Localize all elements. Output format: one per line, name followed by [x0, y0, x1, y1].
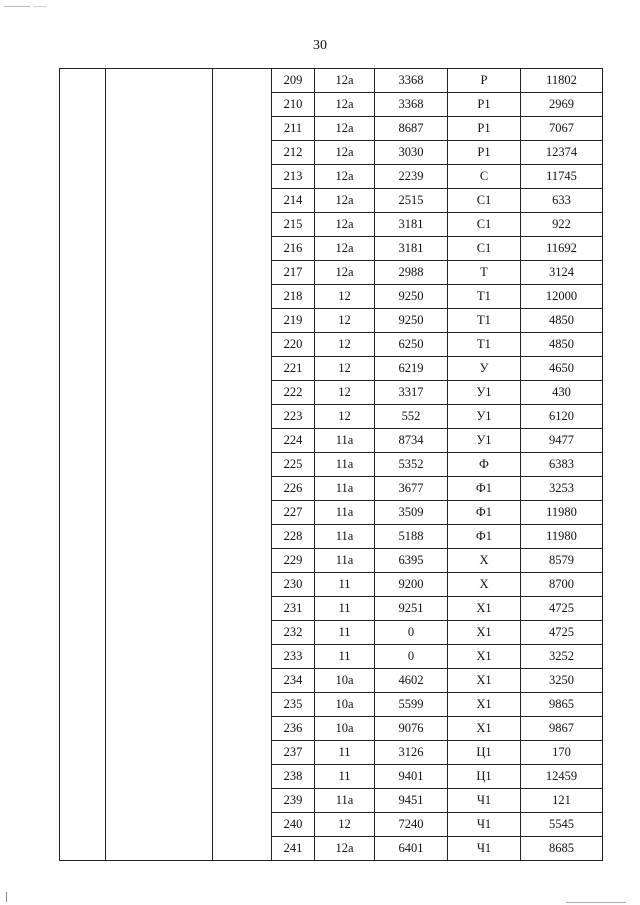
value-cell: 3368	[375, 69, 448, 93]
letter-cell: X1	[448, 669, 521, 693]
value-cell: 7240	[375, 813, 448, 837]
letter-cell: Ф1	[448, 501, 521, 525]
letter-cell: P1	[448, 117, 521, 141]
letter-cell: T1	[448, 309, 521, 333]
row-number: 215	[272, 213, 315, 237]
row-number: 235	[272, 693, 315, 717]
letter-cell: C1	[448, 189, 521, 213]
amount-cell: 9865	[521, 693, 603, 717]
letter-cell: У	[448, 357, 521, 381]
value-cell: 2988	[375, 261, 448, 285]
value-cell: 552	[375, 405, 448, 429]
table-row	[60, 69, 603, 93]
amount-cell: 4725	[521, 621, 603, 645]
scan-edge-mark	[6, 892, 7, 902]
amount-cell: 3253	[521, 477, 603, 501]
letter-cell: X	[448, 573, 521, 597]
grade-cell: 12	[315, 813, 375, 837]
row-number: 221	[272, 357, 315, 381]
amount-cell: 12000	[521, 285, 603, 309]
amount-cell: 9867	[521, 717, 603, 741]
letter-cell: X1	[448, 597, 521, 621]
letter-cell: Ф1	[448, 525, 521, 549]
amount-cell: 2969	[521, 93, 603, 117]
value-cell: 5352	[375, 453, 448, 477]
value-cell: 6401	[375, 837, 448, 861]
grade-cell: 10a	[315, 693, 375, 717]
grade-cell: 11a	[315, 501, 375, 525]
amount-cell: 8700	[521, 573, 603, 597]
value-cell: 9251	[375, 597, 448, 621]
value-cell: 3126	[375, 741, 448, 765]
row-number: 241	[272, 837, 315, 861]
value-cell: 6219	[375, 357, 448, 381]
letter-cell: T1	[448, 333, 521, 357]
letter-cell: X1	[448, 645, 521, 669]
value-cell: 0	[375, 645, 448, 669]
scan-mark-line	[4, 6, 30, 7]
grade-cell: 12a	[315, 117, 375, 141]
amount-cell: 922	[521, 213, 603, 237]
letter-cell: P	[448, 69, 521, 93]
value-cell: 9401	[375, 765, 448, 789]
amount-cell: 4850	[521, 333, 603, 357]
letter-cell: Ф1	[448, 477, 521, 501]
amount-cell: 6383	[521, 453, 603, 477]
row-number: 222	[272, 381, 315, 405]
letter-cell: У1	[448, 429, 521, 453]
letter-cell: Ф	[448, 453, 521, 477]
amount-cell: 4725	[521, 597, 603, 621]
row-number: 240	[272, 813, 315, 837]
amount-cell: 3124	[521, 261, 603, 285]
grade-cell: 12a	[315, 93, 375, 117]
value-cell: 4602	[375, 669, 448, 693]
grade-cell: 10a	[315, 669, 375, 693]
letter-cell: Ч1	[448, 837, 521, 861]
value-cell: 3030	[375, 141, 448, 165]
letter-cell: X	[448, 549, 521, 573]
value-cell: 6250	[375, 333, 448, 357]
row-number: 217	[272, 261, 315, 285]
grade-cell: 12a	[315, 189, 375, 213]
grade-cell: 10a	[315, 717, 375, 741]
amount-cell: 170	[521, 741, 603, 765]
row-number: 212	[272, 141, 315, 165]
amount-cell: 3250	[521, 669, 603, 693]
row-number: 236	[272, 717, 315, 741]
row-number: 233	[272, 645, 315, 669]
amount-cell: 11745	[521, 165, 603, 189]
row-number: 218	[272, 285, 315, 309]
amount-cell: 430	[521, 381, 603, 405]
amount-cell: 3252	[521, 645, 603, 669]
letter-cell: У1	[448, 381, 521, 405]
value-cell: 2515	[375, 189, 448, 213]
value-cell: 9451	[375, 789, 448, 813]
value-cell: 8734	[375, 429, 448, 453]
grade-cell: 12	[315, 405, 375, 429]
grade-cell: 12	[315, 285, 375, 309]
amount-cell: 11980	[521, 525, 603, 549]
grade-cell: 11a	[315, 549, 375, 573]
row-number: 213	[272, 165, 315, 189]
value-cell: 0	[375, 621, 448, 645]
letter-cell: Ч1	[448, 813, 521, 837]
scan-mark-line	[34, 6, 46, 7]
letter-cell: Ч1	[448, 789, 521, 813]
row-number: 219	[272, 309, 315, 333]
grade-cell: 12a	[315, 69, 375, 93]
row-number: 237	[272, 741, 315, 765]
grade-cell: 12a	[315, 165, 375, 189]
amount-cell: 4650	[521, 357, 603, 381]
value-cell: 9076	[375, 717, 448, 741]
row-number: 224	[272, 429, 315, 453]
value-cell: 3368	[375, 93, 448, 117]
amount-cell: 8579	[521, 549, 603, 573]
grade-cell: 11a	[315, 789, 375, 813]
grade-cell: 12a	[315, 837, 375, 861]
grade-cell: 11	[315, 765, 375, 789]
grade-cell: 12	[315, 333, 375, 357]
amount-cell: 12459	[521, 765, 603, 789]
row-number: 231	[272, 597, 315, 621]
letter-cell: P1	[448, 141, 521, 165]
blank-col-3	[213, 69, 272, 861]
row-number: 225	[272, 453, 315, 477]
amount-cell: 5545	[521, 813, 603, 837]
row-number: 223	[272, 405, 315, 429]
table-body	[60, 69, 603, 861]
row-number: 211	[272, 117, 315, 141]
letter-cell: P1	[448, 93, 521, 117]
row-number: 226	[272, 477, 315, 501]
grade-cell: 11	[315, 573, 375, 597]
grade-cell: 12a	[315, 141, 375, 165]
letter-cell: C1	[448, 213, 521, 237]
row-number: 238	[272, 765, 315, 789]
blank-col-1	[60, 69, 106, 861]
grade-cell: 11	[315, 645, 375, 669]
amount-cell: 121	[521, 789, 603, 813]
row-number: 227	[272, 501, 315, 525]
value-cell: 9250	[375, 309, 448, 333]
letter-cell: C1	[448, 237, 521, 261]
row-number: 232	[272, 621, 315, 645]
amount-cell: 11980	[521, 501, 603, 525]
row-number: 234	[272, 669, 315, 693]
data-table	[59, 68, 603, 861]
amount-cell: 4850	[521, 309, 603, 333]
row-number: 209	[272, 69, 315, 93]
letter-cell: X1	[448, 717, 521, 741]
grade-cell: 11a	[315, 525, 375, 549]
row-number: 214	[272, 189, 315, 213]
letter-cell: T1	[448, 285, 521, 309]
value-cell: 5599	[375, 693, 448, 717]
value-cell: 3677	[375, 477, 448, 501]
grade-cell: 12a	[315, 261, 375, 285]
grade-cell: 11	[315, 621, 375, 645]
amount-cell: 12374	[521, 141, 603, 165]
grade-cell: 11	[315, 741, 375, 765]
value-cell: 3181	[375, 237, 448, 261]
row-number: 229	[272, 549, 315, 573]
scan-footer-line	[566, 902, 626, 903]
value-cell: 6395	[375, 549, 448, 573]
letter-cell: У1	[448, 405, 521, 429]
amount-cell: 8685	[521, 837, 603, 861]
grade-cell: 11a	[315, 477, 375, 501]
value-cell: 3509	[375, 501, 448, 525]
letter-cell: X1	[448, 621, 521, 645]
value-cell: 9250	[375, 285, 448, 309]
amount-cell: 633	[521, 189, 603, 213]
letter-cell: X1	[448, 693, 521, 717]
page-number: 30	[313, 38, 327, 53]
row-number: 210	[272, 93, 315, 117]
grade-cell: 11a	[315, 429, 375, 453]
amount-cell: 11692	[521, 237, 603, 261]
amount-cell: 7067	[521, 117, 603, 141]
letter-cell: Ц1	[448, 765, 521, 789]
data-table-container	[59, 68, 602, 855]
row-number: 220	[272, 333, 315, 357]
grade-cell: 12	[315, 357, 375, 381]
value-cell: 5188	[375, 525, 448, 549]
amount-cell: 9477	[521, 429, 603, 453]
value-cell: 8687	[375, 117, 448, 141]
amount-cell: 6120	[521, 405, 603, 429]
grade-cell: 11	[315, 597, 375, 621]
blank-col-2	[106, 69, 213, 861]
row-number: 228	[272, 525, 315, 549]
amount-cell: 11802	[521, 69, 603, 93]
grade-cell: 12	[315, 309, 375, 333]
value-cell: 3317	[375, 381, 448, 405]
value-cell: 3181	[375, 213, 448, 237]
grade-cell: 12	[315, 381, 375, 405]
value-cell: 9200	[375, 573, 448, 597]
row-number: 239	[272, 789, 315, 813]
letter-cell: C	[448, 165, 521, 189]
value-cell: 2239	[375, 165, 448, 189]
grade-cell: 12a	[315, 237, 375, 261]
letter-cell: Ц1	[448, 741, 521, 765]
grade-cell: 11a	[315, 453, 375, 477]
grade-cell: 12a	[315, 213, 375, 237]
row-number: 216	[272, 237, 315, 261]
letter-cell: T	[448, 261, 521, 285]
row-number: 230	[272, 573, 315, 597]
